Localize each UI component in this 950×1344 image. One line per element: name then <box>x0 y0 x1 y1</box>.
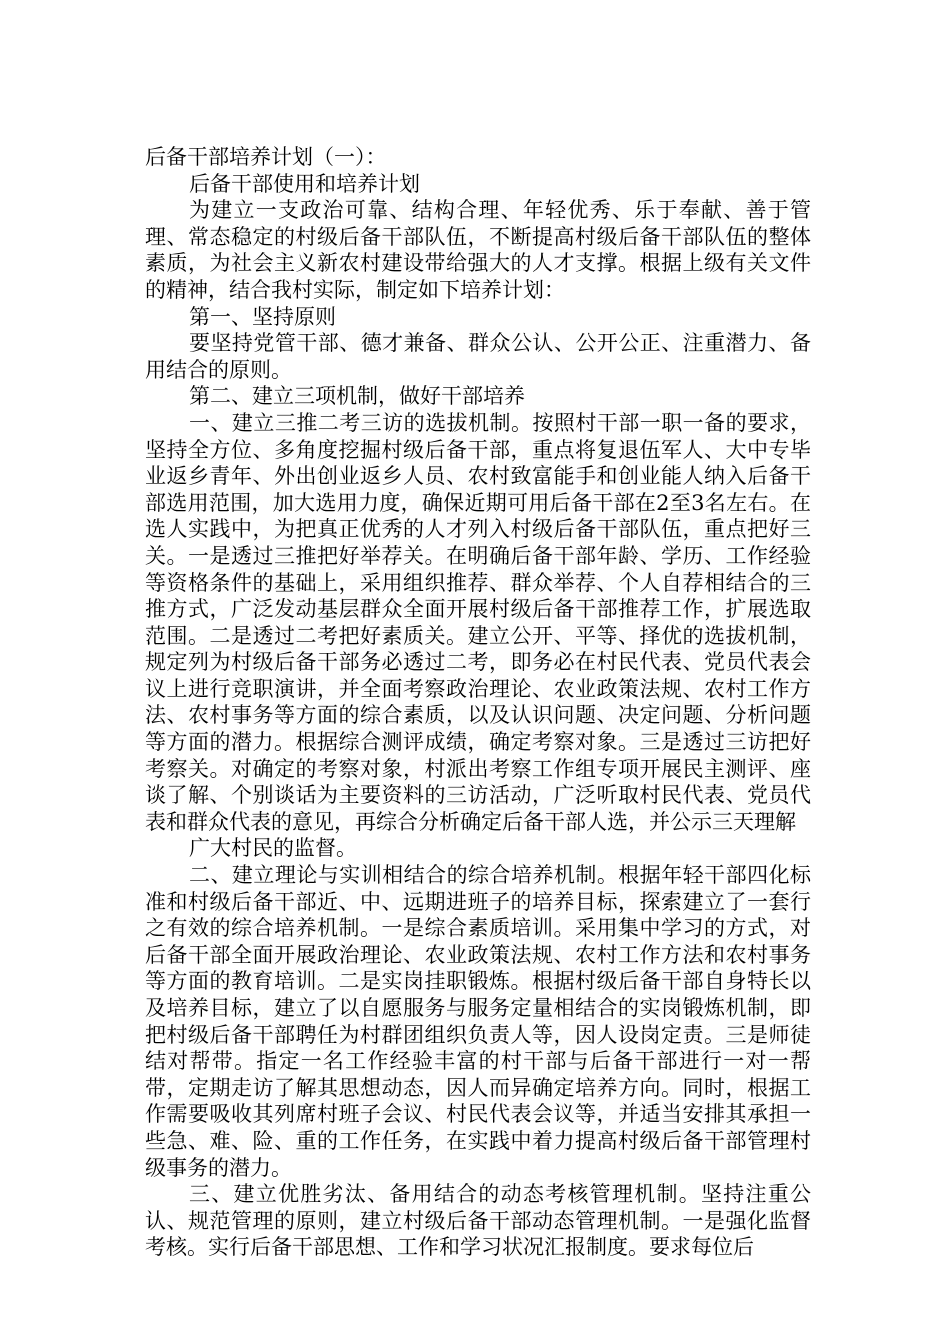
intro-paragraph: 为建立一支政治可靠、结构合理、年轻优秀、乐于奉献、善于管理、常态稳定的村级后备干部队伍，不断提高村级后备干部队伍的整体素质，为社会主义新农村建设带给强大的人才支撑。根据上级有关文件的精神，结合我村实际，制定如下培养计划： <box>145 198 811 302</box>
training-mechanism-paragraph: 二、建立理论与实训相结合的综合培养机制。根据年轻干部四化标准和村级后备干部近、中、远期进班子的培养目标，探索建立了一套行之有效的综合培养机制。一是综合素质培训。采用集中学习的方式，对后备干部全面开展政治理论、农业政策法规、农村工作方法和农村事务等方面的教育培训。二是实岗挂职锻炼。根据村级后备干部自身特长以及培养目标，建立了以自愿服务与服务定量相结合的实岗锻炼机制，即把村级后备干部聘任为村群团组织负责人等，因人设岗定责。三是师徒结对帮带。指定一名工作经验丰富的村干部与后备干部进行一对一帮带，定期走访了解其思想动态，因人而异确定培养方向。同时，根据工作需要吸收其列席村班子会议、村民代表会议等，并适当安排其承担一些急、难、险、重的工作任务，在实践中着力提高村级后备干部管理村级事务的潜力。 <box>145 863 811 1180</box>
selection-mechanism-paragraph: 一、建立三推二考三访的选拔机制。按照村干部一职一备的要求，坚持全方位、多角度挖掘村级后备干部，重点将复退伍军人、大中专毕业返乡青年、外出创业返乡人员、农村致富能手和创业能人纳入后备干部选用范围，加大选用力度，确保近期可用后备干部在2至3名左右。在选人实践中，为把真正优秀的人才列入村级后备干部队伍，重点把好三关。一是透过三推把好举荐关。在明确后备干部年龄、学历、工作经验等资格条件的基础上，采用组织推荐、群众举荐、个人自荐相结合的三推方式，广泛发动基层群众全面开展村级后备干部推荐工作，扩展选取范围。二是透过二考把好素质关。建立公开、平等、择优的选拔机制，规定列为村级后备干部务必透过二考，即务必在村民代表、党员代表会议上进行竞职演讲，并全面考察政治理论、农业政策法规、农村工作方法、农村事务等方面的综合素质，以及认识问题、决定问题、分析问题等方面的潜力。根据综合测评成绩，确定考察对象。三是透过三访把好考察关。对确定的考察对象，村派出考察工作组专项开展民主测评、座谈了解、个别谈话为主要资料的三访活动，广泛听取村民代表、党员代表和群众代表的意见，再综合分析确定后备干部人选，并公示三天理解 <box>145 410 811 834</box>
section-heading-principles: 第一、坚持原则 <box>189 304 336 329</box>
document-page <box>145 144 811 1261</box>
assessment-mechanism-paragraph: 三、建立优胜劣汰、备用结合的动态考核管理机制。坚持注重公认、规范管理的原则，建立村级后备干部动态管理机制。一是强化监督考核。实行后备干部思想、工作和学习状况汇报制度。要求每位后 <box>145 1182 811 1260</box>
document-title-line: 后备干部培养计划（一）： <box>145 145 387 169</box>
document-subtitle-line: 后备干部使用和培养计划 <box>189 171 420 196</box>
principles-paragraph: 要坚持党管干部、德才兼备、群众公认、公开公正、注重潜力、备用结合的原则。 <box>145 331 811 382</box>
section-heading-mechanisms: 第二、建立三项机制，做好干部培养 <box>189 384 525 409</box>
selection-mechanism-continuation: 广大村民的监督。 <box>189 836 357 861</box>
